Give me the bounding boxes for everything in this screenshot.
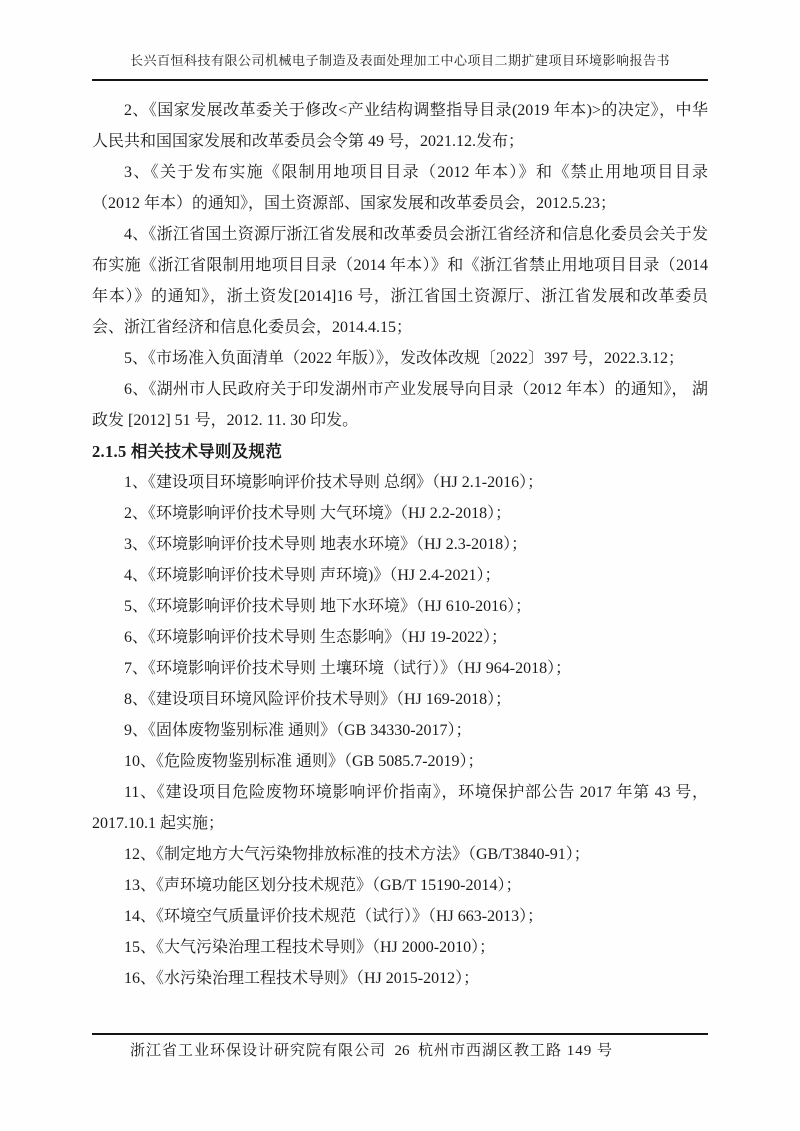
guideline-item-3: 3、《环境影响评价技术导则 地表水环境》（HJ 2.3-2018）；: [124, 536, 528, 553]
page-footer: [92, 1039, 708, 1060]
guideline-item-2: 2、《环境影响评价技术导则 大气环境》（HJ 2.2-2018）；: [124, 505, 512, 522]
paragraph-regulation-2: 2、《国家发展改革委关于修改<产业结构调整指导目录(2019 年本)>的决定》，中华人民共和国国家发展和改革委员会令第 49 号，2021.12.发布；: [92, 102, 708, 150]
guideline-item-9: 9、《固体废物鉴别标准 通则》（GB 34330-2017）；: [124, 722, 472, 739]
guideline-item-4: 4、《环境影响评价技术导则 声环境)》（HJ 2.4-2021）；: [124, 567, 501, 584]
guideline-item-13: 13、《声环境功能区划分技术规范》（GB/T 15190-2014）；: [124, 877, 522, 894]
footer-address: 杭州市西湖区教工路 149 号: [417, 1043, 613, 1059]
guideline-item-5: 5、《环境影响评价技术导则 地下水环境》（HJ 610-2016）；: [124, 598, 532, 615]
document-body: [92, 95, 708, 994]
header-divider: [92, 79, 708, 81]
paragraph-regulation-6: 6、《湖州市人民政府关于印发湖州市产业发展导向目录（2012 年本）的通知》， 湖政发 [2012] 51 号，2012. 11. 30 印发。: [92, 381, 708, 429]
guideline-item-12: 12、《制定地方大气污染物排放标准的技术方法》（GB/T3840-91）；: [124, 846, 590, 863]
guideline-item-11: 11、《建设项目危险废物环境影响评价指南》，环境保护部公告 2017 年第 43 号，2017.10.1 起实施；: [92, 784, 708, 832]
guideline-item-10: 10、《危险废物鉴别标准 通则》（GB 5085.7-2019）；: [124, 753, 484, 770]
guideline-item-15: 15、《大气污染治理工程技术导则》（HJ 2000-2010）；: [124, 939, 496, 956]
guideline-item-8: 8、《建设项目环境风险评价技术导则》（HJ 169-2018）；: [124, 691, 512, 708]
guideline-item-1: 1、《建设项目环境影响评价技术导则 总纲》（HJ 2.1-2016）；: [124, 474, 544, 491]
guideline-item-6: 6、《环境影响评价技术导则 生态影响》（HJ 19-2022）；: [124, 629, 508, 646]
paragraph-regulation-3: 3、《关于发布实施《限制用地项目目录（2012 年本）》和《禁止用地项目目录（2012 年本）的通知》，国土资源部、国家发展和改革委员会，2012.5.23；: [92, 164, 708, 212]
footer-page-number: 26: [394, 1043, 410, 1059]
paragraph-regulation-4: 4、《浙江省国土资源厅浙江省发展和改革委员会浙江省经济和信息化委员会关于发布实施《浙江省限制用地项目目录（2014 年本）》和《浙江省禁止用地项目目录（2014 年本）》的通知》，浙土资发[2014]16 号，浙江省国土资源厅、浙江省发展和改革委员会、浙江省经济和信息化委员会，2014.4.15；: [92, 226, 708, 336]
guideline-item-14: 14、《环境空气质量评价技术规范（试行）》（HJ 663-2013）；: [124, 908, 544, 925]
page-header-title: 长兴百恒科技有限公司机械电子制造及表面处理加工中心项目二期扩建项目环境影响报告书: [129, 53, 670, 68]
section-heading-2-1-5: 2.1.5 相关技术导则及规范: [92, 442, 283, 461]
guideline-item-7: 7、《环境影响评价技术导则 土壤环境（试行）》（HJ 964-2018）；: [124, 660, 572, 677]
footer-divider: [92, 1033, 708, 1035]
footer-company-name: 浙江省工业环保设计研究院有限公司: [130, 1043, 387, 1059]
guideline-item-16: 16、《水污染治理工程技术导则》（HJ 2015-2012）；: [124, 970, 480, 987]
paragraph-regulation-5: 5、《市场准入负面清单（2022 年版）》，发改体改规〔2022〕397 号，2022.3.12；: [124, 350, 685, 367]
